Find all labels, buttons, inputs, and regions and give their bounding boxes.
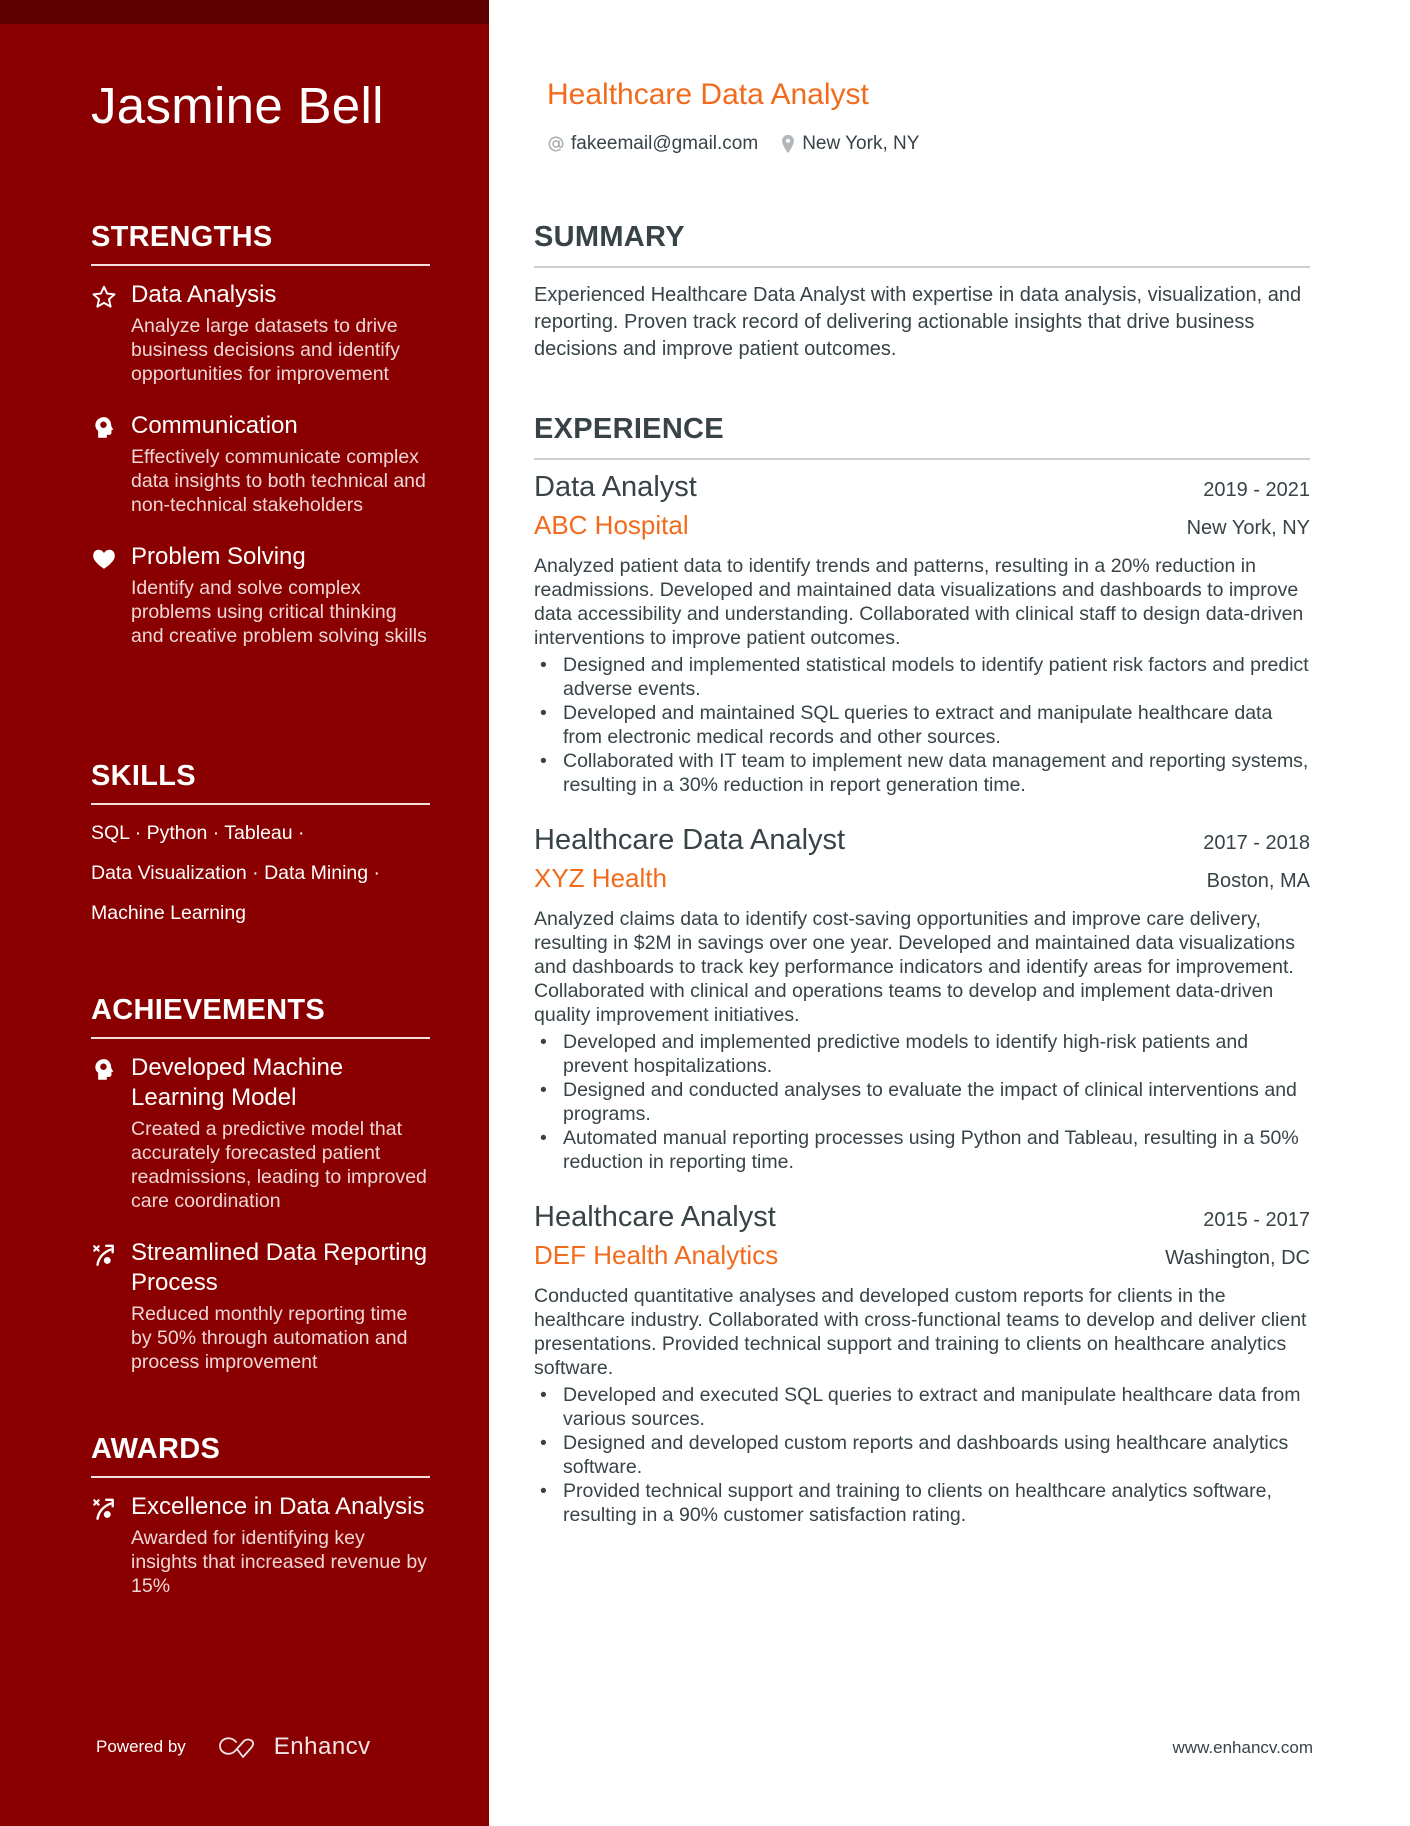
achievement-title: Streamlined Data Reporting Process: [131, 1239, 428, 1296]
experience-bullet: • Designed and conducted analyses to evaluate the impact of clinical interventions and programs.: [534, 1078, 1310, 1126]
achievements-title: ACHIEVEMENTS: [91, 993, 430, 1039]
experience-dates: 2015 - 2017: [1203, 1209, 1310, 1231]
award-desc: Awarded for identifying key insights that increased revenue by 15%: [131, 1527, 427, 1597]
skills-line: Data Visualization · Data Mining ·: [91, 862, 381, 884]
experience-title: EXPERIENCE: [534, 412, 1310, 460]
experience-company: XYZ Health: [534, 863, 667, 893]
skills-line: Machine Learning: [91, 902, 247, 924]
location-text: New York, NY: [802, 133, 920, 154]
experience-bullet: • Collaborated with IT team to implement new data management and reporting systems, resulting in a 30% reduction in report generation time.: [534, 749, 1310, 797]
experience-bullet: • Developed and implemented predictive models to identify high-risk patients and prevent hospitalizations.: [534, 1030, 1310, 1078]
experience-bullets: [534, 1383, 1310, 1527]
award-item: [91, 1492, 430, 1598]
experience-bullet: • Designed and implemented statistical models to identify patient risk factors and predict adverse events.: [534, 653, 1310, 701]
strength-title: Problem Solving: [131, 543, 306, 570]
skills-title: SKILLS: [91, 759, 430, 805]
strength-title: Data Analysis: [131, 281, 277, 308]
at-icon: [547, 135, 565, 153]
experience-location: Washington, DC: [1165, 1247, 1310, 1269]
skills-line: SQL · Python · Tableau ·: [91, 822, 305, 844]
experience-description: Analyzed claims data to identify cost-saving opportunities and improve care delivery, resulting in $2M in savings over one year. Developed and maintained data visualizations and dashboards to track key performance indicators and identify areas for improvement. Collaborated with clinical and operations teams to develop and implement data-driven quality improvement initiatives.: [534, 908, 1295, 1026]
experience-company: ABC Hospital: [534, 510, 689, 540]
experience-bullet: • Provided technical support and training to clients on healthcare analytics software, resulting in a 90% customer satisfaction rating.: [534, 1479, 1310, 1527]
summary-title: SUMMARY: [534, 220, 1310, 268]
experience-dates: 2019 - 2021: [1203, 479, 1310, 501]
powered-by-label: Powered by: [96, 1737, 186, 1756]
headline-title: Healthcare Data Analyst: [547, 78, 869, 111]
contact-location: [780, 133, 919, 155]
skills-section: [91, 759, 430, 925]
strength-item: [91, 280, 430, 386]
summary-section: [534, 220, 1310, 363]
awards-title: AWARDS: [91, 1432, 430, 1478]
experience-item: [534, 1198, 1310, 1527]
strategy-icon: [91, 1496, 117, 1522]
email-text: fakeemail@gmail.com: [571, 133, 759, 154]
experience-bullets: [534, 653, 1310, 797]
strength-desc: Identify and solve complex problems using critical thinking and creative problem solving skills: [131, 577, 427, 647]
map-pin-icon: [780, 134, 796, 154]
powered-by: [96, 1733, 371, 1761]
head-brain-icon: [91, 415, 117, 441]
experience-role: Healthcare Analyst: [534, 1201, 776, 1233]
achievements-section: [91, 993, 430, 1374]
experience-description: Analyzed patient data to identify trends and patterns, resulting in a 20% reduction in readmissions. Developed and maintained data visualizations and dashboards to improve data accessibility and understanding. Collaborated with clinical staff to design data-driven interventions to improve patient outcomes.: [534, 555, 1304, 649]
strength-item: [91, 411, 430, 517]
enhancv-brand: Enhancv: [273, 1733, 371, 1760]
sidebar-top-band: [0, 0, 489, 24]
achievement-desc: Created a predictive model that accurately forecasted patient readmissions, leading to improved care coordination: [131, 1118, 427, 1212]
experience-company: DEF Health Analytics: [534, 1240, 779, 1270]
experience-item: [534, 468, 1310, 797]
strategy-icon: [91, 1242, 117, 1268]
experience-bullet: • Developed and executed SQL queries to extract and manipulate healthcare data from various sources.: [534, 1383, 1310, 1431]
experience-role: Healthcare Data Analyst: [534, 824, 846, 856]
experience-location: New York, NY: [1186, 517, 1310, 539]
experience-bullet: • Designed and developed custom reports and dashboards using healthcare analytics software.: [534, 1431, 1310, 1479]
awards-section: [91, 1432, 430, 1598]
candidate-name: Jasmine Bell: [91, 77, 384, 134]
experience-dates: 2017 - 2018: [1203, 832, 1310, 854]
experience-bullet: • Developed and maintained SQL queries to extract and manipulate healthcare data from electronic medical records and other sources.: [534, 701, 1310, 749]
strengths-title: STRENGTHS: [91, 220, 430, 266]
head-brain-icon: [91, 1057, 117, 1083]
strength-item: [91, 542, 430, 648]
experience-bullets: [534, 1030, 1310, 1174]
experience-location: Boston, MA: [1206, 870, 1310, 892]
experience-bullet: • Automated manual reporting processes using Python and Tableau, resulting in a 50% reduction in reporting time.: [534, 1126, 1310, 1174]
strength-title: Communication: [131, 412, 298, 439]
contact-email[interactable]: [547, 133, 758, 155]
summary-text: Experienced Healthcare Data Analyst with expertise in data analysis, visualization, and reporting. Proven track record of delivering actionable insights that drive business decisions and improve patient outcomes.: [534, 284, 1302, 360]
star-icon: [91, 284, 117, 310]
experience-item: [534, 821, 1310, 1174]
experience-section: [534, 412, 1310, 1527]
contact-info: [547, 133, 941, 155]
achievement-desc: Reduced monthly reporting time by 50% through automation and process improvement: [131, 1303, 408, 1373]
award-title: Excellence in Data Analysis: [131, 1493, 425, 1520]
strengths-section: [91, 220, 430, 648]
heart-icon: [91, 546, 117, 572]
experience-description: Conducted quantitative analyses and developed custom reports for clients in the healthcare industry. Collaborated with cross-functional teams to develop and deliver client presentations. Provided technical support and training to clients on healthcare analytics software.: [534, 1285, 1307, 1379]
sidebar: [0, 0, 489, 1826]
experience-role: Data Analyst: [534, 471, 697, 503]
enhancv-website-link[interactable]: www.enhancv.com: [1172, 1738, 1313, 1757]
achievement-title: Developed Machine Learning Model: [131, 1054, 344, 1111]
enhancv-logo-icon: [214, 1734, 262, 1760]
strength-desc: Analyze large datasets to drive business decisions and identify opportunities for improvement: [131, 315, 400, 385]
strength-desc: Effectively communicate complex data insights to both technical and non-technical stakeholders: [131, 446, 426, 516]
achievement-item: [91, 1053, 430, 1213]
achievement-item: [91, 1238, 430, 1374]
